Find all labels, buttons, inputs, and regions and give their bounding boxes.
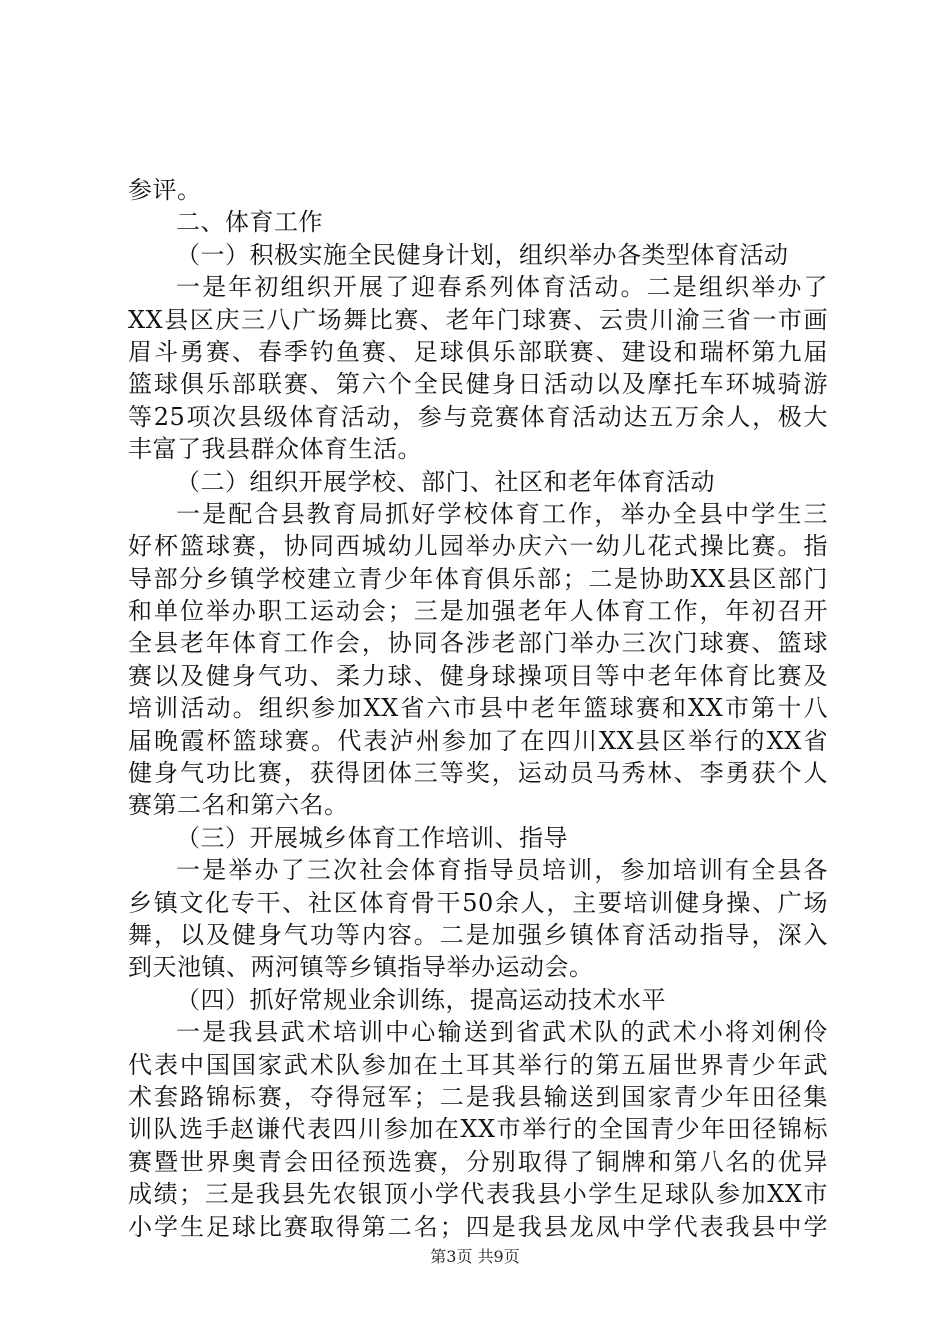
text-line: （四）抓好常规业余训练，提高运动技术水平 [176,985,666,1014]
text-line: 健身气功比赛，获得团体三等奖，运动员马秀林、李勇获个人 [128,759,828,788]
text-line: （一）积极实施全民健身计划，组织举办各类型体育活动 [176,240,789,269]
text-line: 好杯篮球赛，协同西城幼儿园举办庆六一幼儿花式操比赛。指 [128,532,828,561]
text-line: 代表中国国家武术队参加在土耳其举行的第五届世界青少年武 [128,1050,828,1079]
text-line: 眉斗勇赛、春季钓鱼赛、足球俱乐部联赛、建设和瑞杯第九届 [128,337,828,366]
page-number-label: 第3页 共9页 [430,1247,520,1266]
text-line: 到天池镇、两河镇等乡镇指导举办运动会。 [128,953,594,982]
text-line: 一是年初组织开展了迎春系列体育活动。二是组织举办了 [176,273,828,302]
text-line: 一是配合县教育局抓好学校体育工作，举办全县中学生三 [176,499,828,528]
text-line: 术套路锦标赛，夺得冠军；二是我县输送到国家青少年田径集 [128,1082,828,1111]
text-line: 一是我县武术培训中心输送到省武术队的武术小将刘俐伶 [176,1018,828,1047]
text-line: 培训活动。组织参加XX省六市县中老年篮球赛和XX市第十八 [128,694,828,723]
text-line: 全县老年体育工作会，协同各涉老部门举办三次门球赛、篮球 [128,629,828,658]
text-line: 导部分乡镇学校建立青少年体育俱乐部；二是协助XX县区部门 [128,564,828,593]
text-line: 舞，以及健身气功等内容。二是加强乡镇体育活动指导，深入 [128,920,828,949]
text-line: 等25项次县级体育活动，参与竞赛体育活动达五万余人，极大 [128,402,828,431]
text-line: 乡镇文化专干、社区体育骨干50余人，主要培训健身操、广场 [128,888,828,917]
document-body [128,174,828,1243]
text-line: 一是举办了三次社会体育指导员培训，参加培训有全县各 [176,856,828,885]
text-line: 赛暨世界奥青会田径预选赛，分别取得了铜牌和第八名的优异 [128,1147,828,1176]
text-line: 参评。 [128,176,202,204]
text-line: 赛第二名和第六名。 [128,791,349,820]
text-line: （二）组织开展学校、部门、社区和老年体育活动 [176,467,715,496]
text-line: 届晚霞杯篮球赛。代表泸州参加了在四川XX县区举行的XX省 [128,726,828,755]
text-line: 小学生足球比赛取得第二名；四是我县龙凤中学代表我县中学 [128,1212,828,1241]
text-line: 篮球俱乐部联赛、第六个全民健身日活动以及摩托车环城骑游 [128,370,828,399]
text-line: 训队选手赵谦代表四川参加在XX市举行的全国青少年田径锦标 [128,1115,828,1144]
text-line: 成绩；三是我县先农银顶小学代表我县小学生足球队参加XX市 [128,1180,828,1209]
page-footer [0,1244,950,1267]
text-line: 二、体育工作 [176,208,323,237]
text-line: 丰富了我县群众体育生活。 [128,435,422,464]
text-line: 赛以及健身气功、柔力球、健身球操项目等中老年体育比赛及 [128,661,828,690]
text-line: XX县区庆三八广场舞比赛、老年门球赛、云贵川渝三省一市画 [128,305,828,334]
text-line: 和单位举办职工运动会；三是加强老年人体育工作，年初召开 [128,597,828,626]
text-line: （三）开展城乡体育工作培训、指导 [176,823,568,852]
